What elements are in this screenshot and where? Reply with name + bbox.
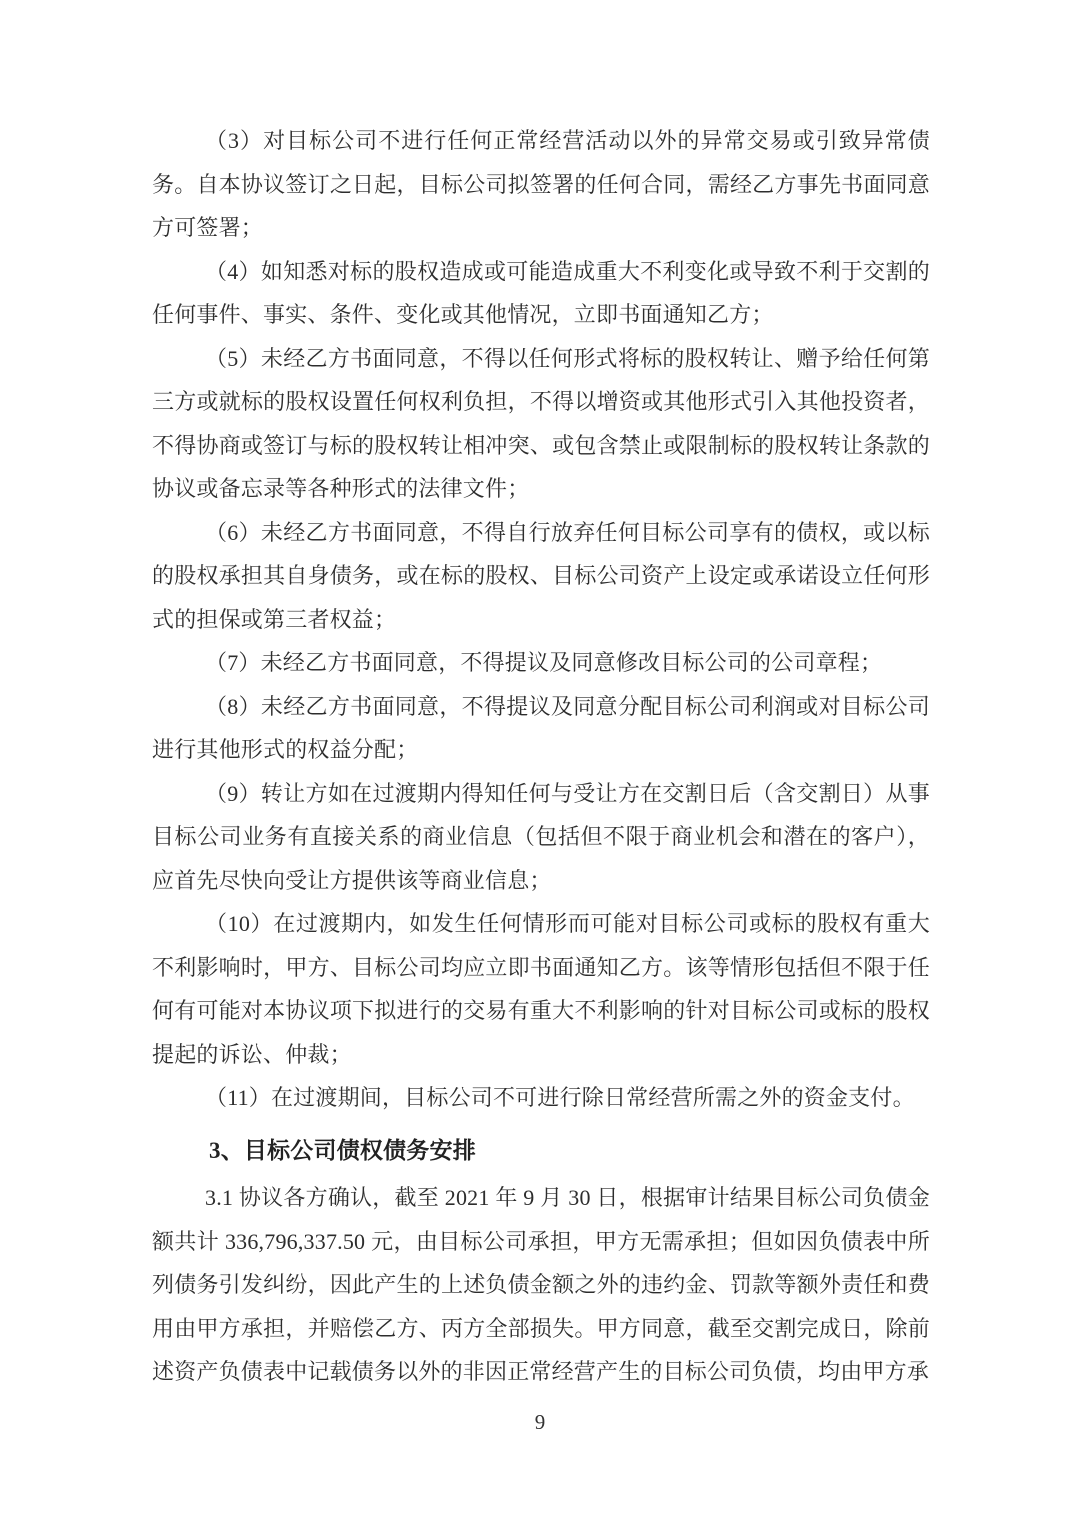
clause-paragraph-3-1: 3.1 协议各方确认，截至 2021 年 9 月 30 日，根据审计结果目标公司负债金额共计 336,796,337.50 元，由目标公司承担，甲方无需承担；但如因负债表中所列债务引发纠纷，因此产生的上述负债金额之外的违约金、罚款等额外责任和费用由甲方承担，并赔偿乙方、丙方全部损失。甲方同意，截至交割完成日，除前述资产负债表中记载债务以外的非因正常经营产生的目标公司负债，均由甲方承 [152, 1185, 930, 1384]
clause-paragraph-3: （3）对目标公司不进行任何正常经营活动以外的异常交易或引致异常债务。自本协议签订之日起，目标公司拟签署的任何合同，需经乙方事先书面同意方可签署； [152, 128, 930, 240]
contract-body [152, 119, 930, 1394]
clause-paragraph-5: （5）未经乙方书面同意，不得以任何形式将标的股权转让、赠予给任何第三方或就标的股权设置任何权利负担，不得以增资或其他形式引入其他投资者，不得协商或签订与标的股权转让相冲突、或包含禁止或限制标的股权转让条款的协议或备忘录等各种形式的法律文件； [152, 345, 930, 501]
clause-paragraph-7: （7）未经乙方书面同意，不得提议及同意修改目标公司的公司章程； [205, 650, 883, 675]
clause-paragraph-4: （4）如知悉对标的股权造成或可能造成重大不利变化或导致不利于交割的任何事件、事实、条件、变化或其他情况，立即书面通知乙方； [152, 258, 930, 327]
clause-paragraph-9: （9）转让方如在过渡期内得知任何与受让方在交割日后（含交割日）从事目标公司业务有直接关系的商业信息（包括但不限于商业机会和潜在的客户），应首先尽快向受让方提供该等商业信息； [152, 780, 930, 893]
section-heading-debt-arrangement: 3、目标公司债权债务安排 [209, 1137, 476, 1163]
clause-paragraph-6: （6）未经乙方书面同意，不得自行放弃任何目标公司享有的债权，或以标的股权承担其自身债务，或在标的股权、目标公司资产上设定或承诺设立任何形式的担保或第三者权益； [152, 519, 930, 632]
clause-paragraph-8: （8）未经乙方书面同意，不得提议及同意分配目标公司利润或对目标公司进行其他形式的权益分配； [152, 693, 930, 762]
clause-paragraph-10: （10）在过渡期内，如发生任何情形而可能对目标公司或标的股权有重大不利影响时，甲方、目标公司均应立即书面通知乙方。该等情形包括但不限于任何有可能对本协议项下拟进行的交易有重大不利影响的针对目标公司或标的股权提起的诉讼、仲裁； [152, 911, 930, 1067]
clause-paragraph-11: （11）在过渡期间，目标公司不可进行除日常经营所需之外的资金支付。 [205, 1085, 915, 1110]
page-number: 9 [534, 1410, 546, 1434]
